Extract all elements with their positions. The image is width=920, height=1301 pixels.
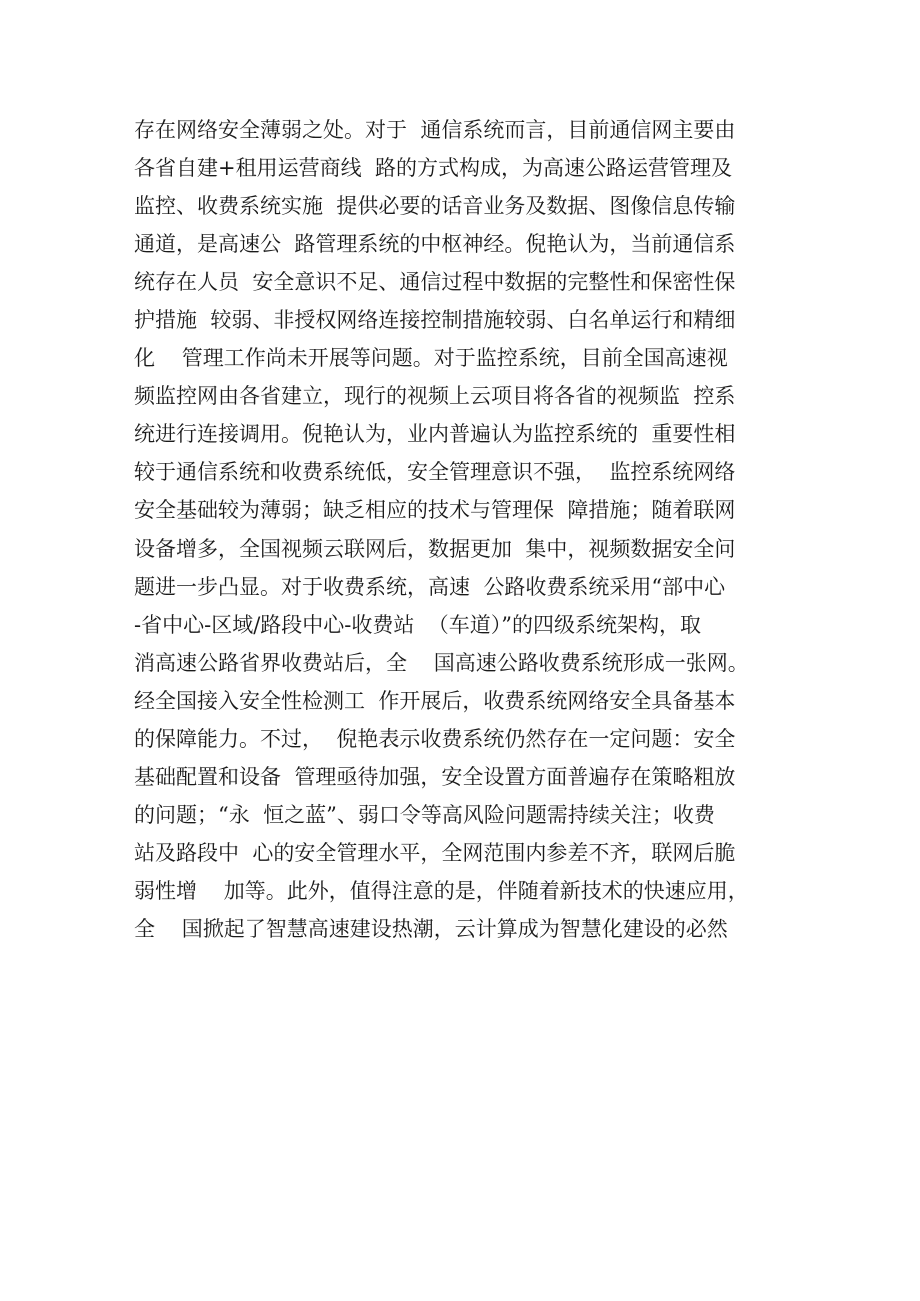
text-line: 频监控网由各省建立，现行的视频上云项目将各省的视频监 控系 — [134, 384, 736, 409]
text-line: 经全国接入安全性检测工 作开展后，收费系统网络安全具备基本 — [134, 688, 736, 713]
text-line: 消高速公路省界收费站后，全 国高速公路收费系统形成一张网。 — [134, 650, 749, 675]
text-line: 统进行连接调用。倪艳认为，业内普遍认为监控系统的 重要性相 — [134, 422, 736, 447]
text-line: 站及路段中 心的安全管理水平，全网范围内参差不齐，联网后脆 — [134, 840, 736, 865]
text-line: 全 国掀起了智慧高速建设热潮，云计算成为智慧化建设的必然 — [134, 916, 728, 941]
text-line: -省中心-区域/路段中心-收费站 （车道）”的四级系统架构，取 — [134, 612, 701, 637]
text-line: 各省自建+租用运营商线 路的方式构成，为高速公路运营管理及 — [134, 156, 732, 181]
text-line: 存在网络安全薄弱之处。对于 通信系统而言，目前通信网主要由 — [134, 118, 736, 142]
text-line: 统存在人员 安全意识不足、通信过程中数据的完整性和保密性保 — [134, 270, 736, 295]
text-line: 的保障能力。不过， 倪艳表示收费系统仍然存在一定问题：安全 — [134, 726, 736, 751]
text-line: 基础配置和设备 管理亟待加强，安全设置方面普遍存在策略粗放 — [134, 764, 736, 789]
text-line: 安全基础较为薄弱；缺乏相应的技术与管理保 障措施；随着联网 — [134, 498, 736, 523]
text-line: 题进一步凸显。对于收费系统，高速 公路收费系统采用“部中心 — [134, 574, 726, 599]
text-line: 的问题；“永 恒之蓝”、弱口令等高风险问题需持续关注；收费 — [134, 802, 715, 827]
text-line: 通道，是高速公 路管理系统的中枢神经。倪艳认为，当前通信系 — [134, 232, 736, 257]
text-line: 护措施 较弱、非授权网络连接控制措施较弱、白名单运行和精细 — [134, 308, 736, 333]
text-line: 设备增多，全国视频云联网后，数据更加 集中，视频数据安全问 — [134, 536, 736, 561]
text-line: 弱性增 加等。此外，值得注意的是，伴随着新技术的快速应用， — [134, 878, 749, 903]
text-line: 较于通信系统和收费系统低，安全管理意识不强， 监控系统网络 — [134, 460, 736, 485]
body-text — [134, 111, 794, 948]
text-line: 监控、收费系统实施 提供必要的话音业务及数据、图像信息传输 — [134, 194, 736, 219]
text-line: 化 管理工作尚未开展等问题。对于监控系统，目前全国高速视 — [134, 346, 728, 371]
